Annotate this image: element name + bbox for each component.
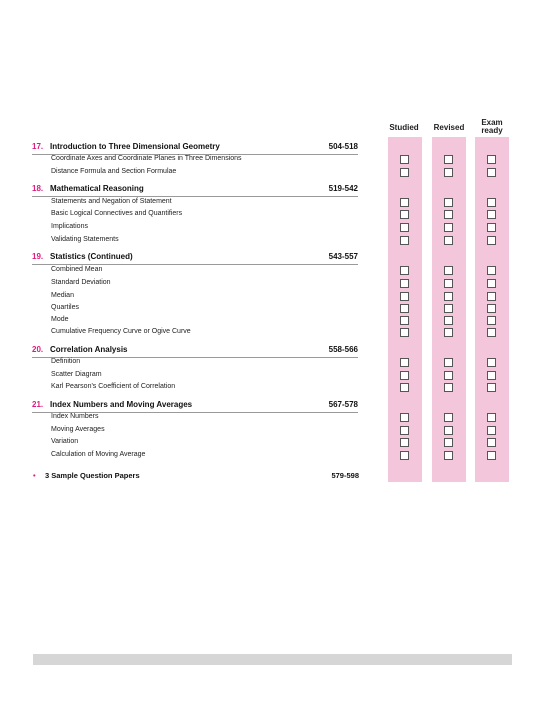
col-header-exam-line2: ready <box>481 126 503 135</box>
exam-ready-checkbox[interactable] <box>487 266 496 275</box>
chapter-title: Correlation Analysis <box>50 345 128 354</box>
chapter-number: 18. <box>32 184 44 193</box>
chapter-title: Statistics (Continued) <box>50 252 133 261</box>
studied-checkbox[interactable] <box>400 426 409 435</box>
chapter-pages: 543-557 <box>328 252 358 261</box>
topic-item: Cumulative Frequency Curve or Ogive Curve <box>51 328 191 335</box>
col-header-exam-line1: Exam <box>481 118 503 127</box>
exam-ready-checkbox[interactable] <box>487 304 496 313</box>
revised-checkbox[interactable] <box>444 292 453 301</box>
topic-item: Karl Pearson's Coefficient of Correlation <box>51 383 176 390</box>
studied-checkbox[interactable] <box>400 383 409 392</box>
topic-item: Index Numbers <box>51 413 99 420</box>
topic-item: Validating Statements <box>51 236 119 243</box>
exam-ready-checkbox[interactable] <box>487 316 496 325</box>
col-header-revised: Revised <box>433 123 465 132</box>
topic-item: Combined Mean <box>51 266 103 273</box>
chapter-number: 17. <box>32 142 44 151</box>
revised-checkbox[interactable] <box>444 236 453 245</box>
revised-checkbox[interactable] <box>444 426 453 435</box>
exam-ready-checkbox[interactable] <box>487 279 496 288</box>
chapter-title: Index Numbers and Moving Averages <box>50 400 193 409</box>
exam-ready-checkbox[interactable] <box>487 451 496 460</box>
studied-checkbox[interactable] <box>400 316 409 325</box>
topic-item: Distance Formula and Section Formulae <box>51 168 177 175</box>
chapter-title: Introduction to Three Dimensional Geometry <box>50 142 220 151</box>
chapter-number: 19. <box>32 252 44 261</box>
col-header-studied: Studied <box>389 123 419 132</box>
exam-ready-checkbox[interactable] <box>487 198 496 207</box>
chapter-20-heading <box>32 345 358 358</box>
exam-ready-checkbox[interactable] <box>487 155 496 164</box>
chapter-pages: 519-542 <box>328 184 358 193</box>
chapter-pages: 558-566 <box>328 345 358 354</box>
revised-checkbox[interactable] <box>444 328 453 337</box>
revised-checkbox[interactable] <box>444 155 453 164</box>
revised-checkbox[interactable] <box>444 279 453 288</box>
topic-item: Definition <box>51 358 81 365</box>
exam-ready-checkbox[interactable] <box>487 358 496 367</box>
topic-item: Quartiles <box>51 304 80 311</box>
topic-item: Standard Deviation <box>51 279 111 286</box>
revised-checkbox[interactable] <box>444 304 453 313</box>
studied-checkbox[interactable] <box>400 168 409 177</box>
revised-checkbox[interactable] <box>444 358 453 367</box>
chapter-title: Mathematical Reasoning <box>50 184 144 193</box>
topic-item: Basic Logical Connectives and Quantifiers <box>51 210 183 217</box>
studied-checkbox[interactable] <box>400 266 409 275</box>
revised-checkbox[interactable] <box>444 383 453 392</box>
exam-ready-checkbox[interactable] <box>487 413 496 422</box>
chapter-pages: 567-578 <box>328 400 358 409</box>
col-header-exam-ready <box>474 119 510 135</box>
revised-checkbox[interactable] <box>444 371 453 380</box>
studied-checkbox[interactable] <box>400 210 409 219</box>
studied-checkbox[interactable] <box>400 413 409 422</box>
exam-ready-checkbox[interactable] <box>487 328 496 337</box>
topic-item: Scatter Diagram <box>51 371 102 378</box>
exam-ready-checkbox[interactable] <box>487 371 496 380</box>
bullet-icon: • <box>33 471 36 480</box>
studied-checkbox[interactable] <box>400 328 409 337</box>
exam-ready-checkbox[interactable] <box>487 210 496 219</box>
studied-checkbox[interactable] <box>400 438 409 447</box>
exam-ready-checkbox[interactable] <box>487 168 496 177</box>
exam-ready-checkbox[interactable] <box>487 292 496 301</box>
revised-checkbox[interactable] <box>444 438 453 447</box>
topic-item: Statements and Negation of Statement <box>51 198 172 205</box>
sample-papers-title: 3 Sample Question Papers <box>45 471 140 480</box>
studied-checkbox[interactable] <box>400 371 409 380</box>
studied-checkbox[interactable] <box>400 155 409 164</box>
exam-ready-checkbox[interactable] <box>487 223 496 232</box>
topic-item: Calculation of Moving Average <box>51 451 146 458</box>
chapter-pages: 504-518 <box>328 142 358 151</box>
revised-checkbox[interactable] <box>444 168 453 177</box>
revised-checkbox[interactable] <box>444 266 453 275</box>
topic-item: Moving Averages <box>51 426 105 433</box>
footer-bar <box>33 654 512 665</box>
studied-checkbox[interactable] <box>400 198 409 207</box>
chapter-17-heading <box>32 142 358 155</box>
exam-ready-checkbox[interactable] <box>487 426 496 435</box>
studied-checkbox[interactable] <box>400 358 409 367</box>
chapter-number: 20. <box>32 345 44 354</box>
revised-checkbox[interactable] <box>444 210 453 219</box>
topic-item: Median <box>51 292 74 299</box>
exam-ready-checkbox[interactable] <box>487 383 496 392</box>
studied-checkbox[interactable] <box>400 236 409 245</box>
chapter-21-heading <box>32 400 358 413</box>
topic-item: Coordinate Axes and Coordinate Planes in Three Dimensions <box>51 155 242 162</box>
topic-item: Variation <box>51 438 79 445</box>
studied-checkbox[interactable] <box>400 292 409 301</box>
topic-item: Implications <box>51 223 88 230</box>
revised-checkbox[interactable] <box>444 451 453 460</box>
studied-checkbox[interactable] <box>400 304 409 313</box>
studied-checkbox[interactable] <box>400 223 409 232</box>
studied-checkbox[interactable] <box>400 279 409 288</box>
sample-papers-entry <box>33 471 359 481</box>
chapter-number: 21. <box>32 400 44 409</box>
studied-checkbox[interactable] <box>400 451 409 460</box>
sample-papers-pages: 579-598 <box>331 471 359 480</box>
exam-ready-checkbox[interactable] <box>487 236 496 245</box>
revised-checkbox[interactable] <box>444 198 453 207</box>
exam-ready-checkbox[interactable] <box>487 438 496 447</box>
revised-checkbox[interactable] <box>444 316 453 325</box>
chapter-19-heading <box>32 252 358 265</box>
chapter-18-heading <box>32 184 358 197</box>
revised-checkbox[interactable] <box>444 413 453 422</box>
topic-item: Mode <box>51 316 69 323</box>
revised-checkbox[interactable] <box>444 223 453 232</box>
